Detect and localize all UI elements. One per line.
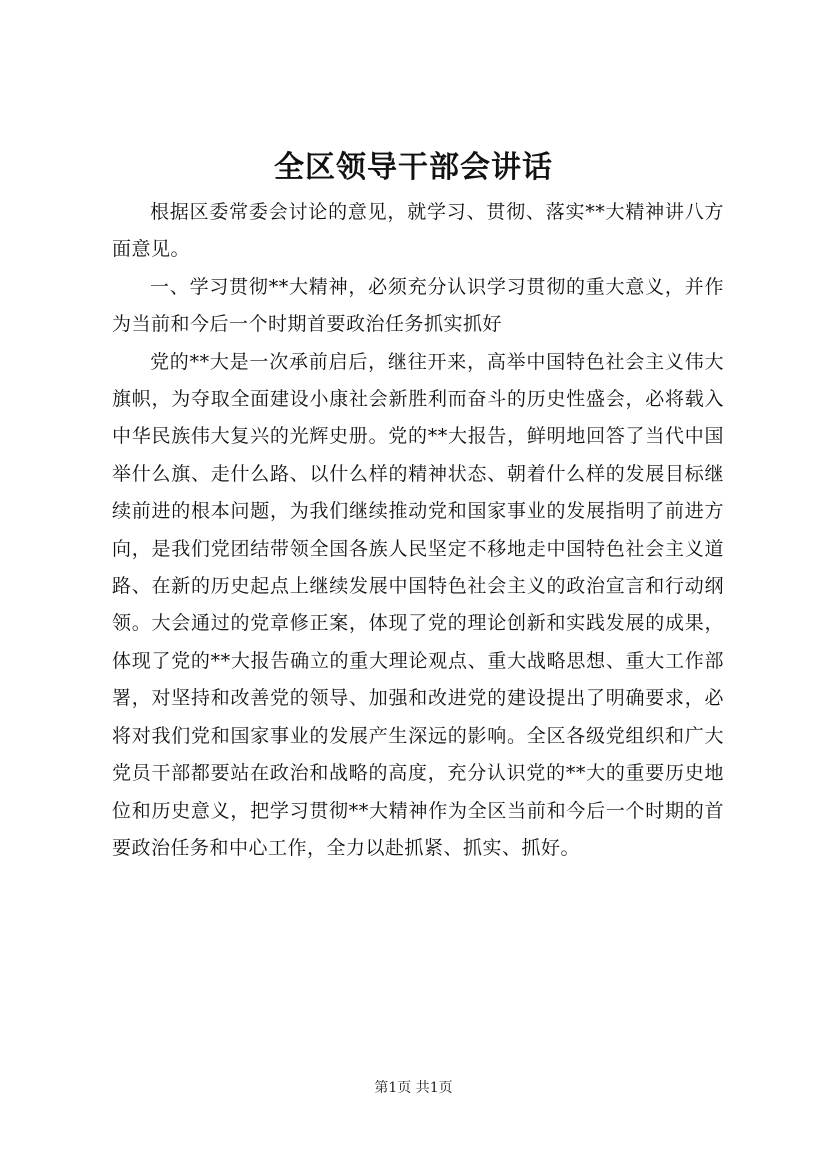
document-title: 全区领导干部会讲话 [274,150,553,185]
page-number-footer: 第1页 共1页 [374,1080,453,1096]
document-body [112,194,724,867]
paragraph-section-heading: 一、学习贯彻**大精神，必须充分认识学习贯彻的重大意义，并作为当前和今后一个时期首要政治任务抓实抓好 [112,275,724,336]
paragraph-intro: 根据区委常委会讨论的意见，就学习、贯彻、落实**大精神讲八方面意见。 [112,201,724,261]
paragraph-main: 党的**大是一次承前启后，继往开来，高举中国特色社会主义伟大旗帜，为夺取全面建设小康社会新胜利而奋斗的历史性盛会，必将载入中华民族伟大复兴的光辉史册。党的**大报告，鲜明地回答了当代中国举什么旗、走什么路、以什么样的精神状态、朝着什么样的发展目标继续前进的根本问题，为我们继续推动党和国家事业的发展指明了前进方向，是我们党团结带领全国各族人民坚定不移地走中国特色社会主义道路、在新的历史起点上继续发展中国特色社会主义的政治宣言和行动纲领。大会通过的党章修正案，体现了党的理论创新和实践发展的成果，体现了党的**大报告确立的重大理论观点、重大战略思想、重大工作部署，对坚持和改善党的领导、加强和改进党的建设提出了明确要求，必将对我们党和国家事业的发展产生深远的影响。全区各级党组织和广大党员干部都要站在政治和战略的高度，充分认识党的**大的重要历史地位和历史意义，把学习贯彻**大精神作为全区当前和今后一个时期的首要政治任务和中心工作，全力以赴抓紧、抓实、抓好。 [112,350,724,859]
